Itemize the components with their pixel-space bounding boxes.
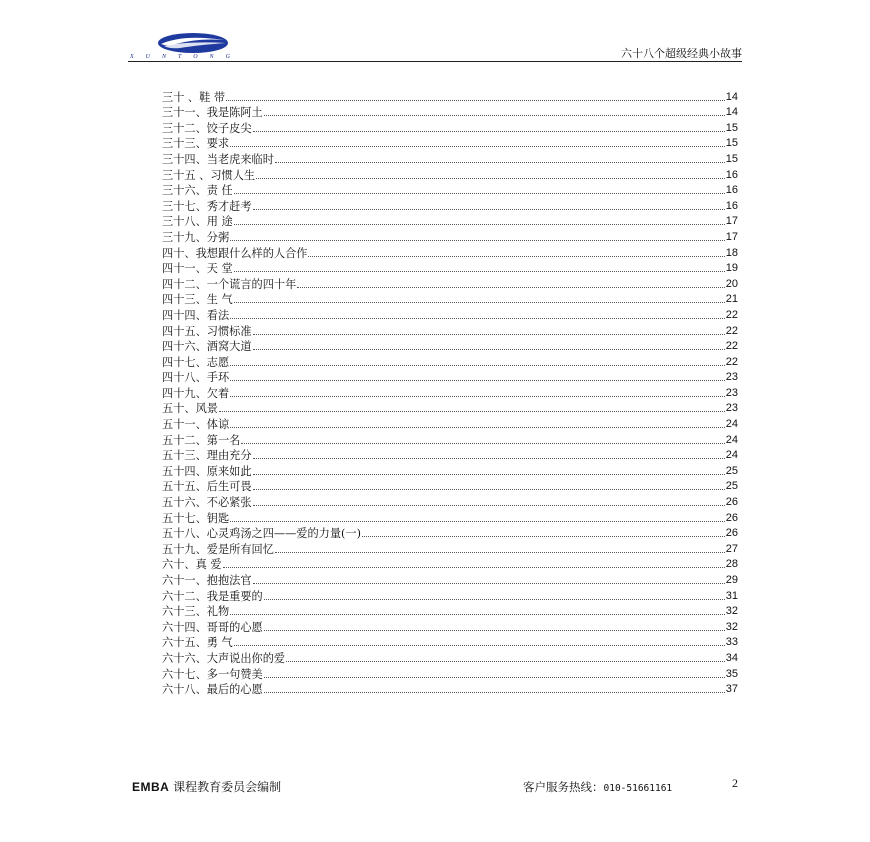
toc-entry[interactable] — [162, 431, 738, 447]
toc-entry-title: 欠着 — [206, 386, 230, 400]
toc-entry-title: 风景 — [195, 402, 218, 416]
toc-entry-number: 六十四、 — [162, 620, 207, 634]
toc-entry[interactable] — [162, 603, 738, 619]
toc-entry[interactable] — [162, 400, 738, 416]
toc-entry[interactable] — [162, 213, 738, 229]
toc-entry-page: 34 — [725, 651, 738, 664]
toc-entry[interactable] — [162, 228, 738, 244]
toc-entry[interactable] — [162, 353, 738, 369]
toc-dot-leader — [253, 131, 725, 132]
toc-entry-page: 23 — [725, 371, 738, 384]
toc-entry[interactable] — [162, 681, 738, 697]
toc-dot-leader — [241, 443, 724, 444]
toc-entry-title: 礼物 — [206, 605, 230, 619]
toc-entry-number: 六十一、 — [162, 574, 207, 587]
toc-entry-title: 秀才赶考 — [206, 199, 252, 213]
toc-entry[interactable] — [162, 525, 738, 541]
toc-entry-page: 17 — [725, 230, 738, 243]
toc-entry-page: 14 — [725, 106, 738, 119]
toc-dot-leader — [234, 302, 725, 303]
document-title: 六十八个超级经典小故事 — [621, 47, 742, 60]
toc-dot-leader — [253, 458, 725, 459]
toc-dot-leader — [230, 396, 725, 397]
toc-entry[interactable] — [162, 587, 738, 603]
xuntong-swoosh-icon — [128, 30, 258, 56]
toc-entry-number: 四十四、 — [162, 308, 207, 322]
toc-dot-leader — [234, 645, 725, 646]
toc-entry-title: 我是陈阿土 — [206, 106, 263, 120]
toc-dot-leader — [297, 287, 724, 288]
toc-entry-number: 四十九、 — [162, 386, 207, 400]
toc-dot-leader — [264, 599, 725, 600]
toc-entry-title: 不必紧张 — [206, 496, 252, 510]
toc-entry-title: 当老虎来临时 — [206, 152, 274, 166]
toc-entry-number: 六十三、 — [162, 605, 207, 619]
toc-dot-leader — [253, 349, 725, 350]
toc-entry-title: 饺子皮尖 — [206, 121, 252, 135]
toc-entry-page: 31 — [725, 589, 738, 602]
toc-dot-leader — [230, 318, 725, 319]
toc-entry-number: 四十八、 — [162, 371, 207, 385]
toc-entry-page: 37 — [725, 683, 738, 696]
toc-entry[interactable] — [162, 556, 738, 572]
toc-entry-page: 23 — [725, 386, 738, 399]
toc-dot-leader — [253, 505, 725, 506]
toc-entry-title: 钥匙 — [206, 511, 230, 525]
toc-dot-leader — [264, 115, 725, 116]
toc-entry-number: 三十一、 — [162, 106, 207, 120]
toc-dot-leader — [264, 677, 725, 678]
toc-entry[interactable] — [162, 135, 738, 151]
toc-dot-leader — [223, 567, 725, 568]
toc-entry-page: 33 — [725, 636, 738, 649]
toc-entry-number: 六十六、 — [162, 651, 207, 665]
toc-entry-title: 心灵鸡汤之四——爱的力量(一) — [206, 527, 361, 541]
toc-entry-page: 17 — [725, 215, 738, 228]
toc-dot-leader — [230, 380, 725, 381]
toc-entry-title: 后生可畏 — [206, 480, 252, 494]
toc-entry[interactable] — [162, 618, 738, 634]
toc-entry-page: 24 — [725, 418, 738, 431]
toc-dot-leader — [253, 583, 725, 584]
toc-dot-leader — [264, 692, 725, 693]
logo-wordmark: XUNTONG — [130, 54, 242, 60]
toc-dot-leader — [230, 146, 725, 147]
toc-dot-leader — [256, 178, 725, 179]
toc-entry-page: 24 — [725, 433, 738, 446]
footer-hotline — [523, 779, 672, 795]
toc-entry-number: 三十二、 — [162, 121, 207, 135]
toc-dot-leader — [230, 427, 725, 428]
toc-entry-page: 29 — [725, 574, 738, 586]
toc-entry-title: 勇 气 — [206, 636, 233, 650]
toc-entry-page: 26 — [725, 496, 738, 509]
toc-entry-title: 习惯人生 — [210, 168, 256, 182]
toc-entry[interactable] — [162, 493, 738, 509]
toc-entry-title: 一个谎言的四十年 — [206, 277, 297, 291]
toc-entry[interactable] — [162, 291, 738, 307]
toc-entry[interactable] — [162, 104, 738, 120]
toc-entry[interactable] — [162, 119, 738, 135]
toc-entry[interactable] — [162, 478, 738, 494]
toc-entry-page: 16 — [725, 168, 738, 181]
toc-entry-title: 多一句赞美 — [206, 667, 263, 681]
toc-entry-number: 三十 、 — [162, 90, 200, 104]
toc-entry-page: 21 — [725, 293, 738, 306]
toc-dot-leader — [219, 411, 725, 412]
toc-entry-page: 24 — [725, 449, 738, 462]
toc-dot-leader — [230, 365, 725, 366]
table-of-contents — [162, 88, 738, 696]
toc-entry-title: 原来如此 — [206, 464, 252, 478]
toc-dot-leader — [230, 521, 725, 522]
toc-entry[interactable] — [162, 384, 738, 400]
toc-entry[interactable] — [162, 634, 738, 650]
toc-entry-page: 15 — [725, 152, 738, 165]
toc-entry[interactable] — [162, 197, 738, 213]
toc-entry[interactable] — [162, 244, 738, 260]
toc-entry-number: 五十七、 — [162, 511, 207, 525]
toc-entry-number: 四十三、 — [162, 293, 207, 307]
footer-brand: EMBA — [132, 780, 170, 794]
toc-entry-number: 四十二、 — [162, 277, 207, 291]
toc-entry-number: 四十一、 — [162, 262, 207, 276]
footer-publisher-text: 课程教育委员会编制 — [173, 780, 282, 794]
toc-entry-title: 天 堂 — [206, 262, 233, 276]
toc-entry[interactable] — [162, 260, 738, 276]
toc-entry-number: 三十四、 — [162, 152, 207, 166]
toc-entry-page: 27 — [725, 542, 738, 555]
toc-entry-page: 26 — [725, 511, 738, 524]
toc-entry[interactable] — [162, 338, 738, 354]
toc-entry[interactable] — [162, 462, 738, 478]
toc-entry-title: 手环 — [206, 371, 230, 385]
toc-entry-page: 15 — [725, 121, 738, 134]
toc-entry[interactable] — [162, 540, 738, 556]
hotline-number: 010-51661161 — [603, 783, 673, 794]
toc-entry-page: 25 — [725, 464, 738, 477]
toc-entry-title: 最后的心愿 — [206, 683, 263, 697]
toc-entry-page: 32 — [725, 620, 738, 633]
toc-dot-leader — [253, 489, 725, 490]
toc-entry-number: 五十、 — [162, 402, 196, 416]
toc-entry-title: 责 任 — [206, 184, 233, 198]
toc-entry-number: 六十八、 — [162, 683, 207, 697]
toc-entry[interactable] — [162, 571, 738, 587]
toc-entry-number: 六十、 — [162, 558, 196, 572]
toc-entry-number: 五十九、 — [162, 542, 207, 556]
toc-entry-title: 习惯标准 — [206, 324, 252, 338]
toc-entry-number: 三十六、 — [162, 184, 207, 198]
toc-entry-page: 35 — [725, 667, 738, 680]
toc-entry-number: 三十三、 — [162, 137, 207, 151]
toc-entry-title: 鞋 带 — [199, 90, 226, 104]
toc-entry-page: 22 — [725, 308, 738, 321]
toc-dot-leader — [308, 256, 724, 257]
toc-entry-title: 志愿 — [206, 355, 230, 369]
toc-entry[interactable] — [162, 415, 738, 431]
toc-entry-page: 26 — [725, 527, 738, 540]
toc-entry-title: 大声说出你的爱 — [206, 651, 286, 665]
toc-dot-leader — [230, 240, 725, 241]
toc-entry-page: 28 — [725, 558, 738, 571]
toc-entry-page: 32 — [725, 605, 738, 618]
header-divider — [128, 61, 742, 62]
toc-entry-page: 25 — [725, 480, 738, 493]
toc-entry-page: 22 — [725, 324, 738, 337]
toc-entry-number: 五十三、 — [162, 449, 207, 463]
toc-entry-title: 爱是所有回忆 — [206, 542, 274, 556]
toc-entry-title: 酒窝大道 — [206, 340, 252, 354]
toc-entry-page: 14 — [725, 90, 738, 103]
toc-dot-leader — [234, 193, 725, 194]
toc-entry-page: 18 — [725, 246, 738, 259]
toc-entry-page: 23 — [725, 402, 738, 415]
toc-entry-title: 体谅 — [206, 418, 230, 432]
toc-entry-title: 我是重要的 — [206, 589, 263, 603]
toc-entry-page: 16 — [725, 199, 738, 212]
toc-entry-number: 四十、 — [162, 246, 196, 260]
toc-entry-number: 三十七、 — [162, 199, 207, 213]
toc-entry[interactable] — [162, 649, 738, 665]
toc-entry[interactable] — [162, 322, 738, 338]
toc-entry-title: 分粥 — [206, 230, 230, 244]
toc-entry-number: 四十六、 — [162, 340, 207, 354]
hotline-label: 客户服务热线： — [523, 780, 604, 794]
toc-dot-leader — [230, 614, 725, 615]
toc-entry[interactable] — [162, 150, 738, 166]
toc-entry-number: 五十五、 — [162, 480, 207, 494]
toc-entry-title: 真 爱 — [195, 558, 222, 572]
toc-dot-leader — [226, 100, 725, 101]
toc-entry-page: 19 — [725, 262, 738, 275]
toc-entry[interactable] — [162, 88, 738, 104]
toc-dot-leader — [234, 224, 725, 225]
toc-entry-title: 第一名 — [206, 433, 241, 447]
toc-entry-title: 我想跟什么样的人合作 — [195, 246, 308, 260]
toc-entry-number: 六十七、 — [162, 667, 207, 681]
page-number: 2 — [732, 776, 738, 790]
toc-entry-page: 22 — [725, 340, 738, 353]
toc-entry-title: 理由充分 — [206, 449, 252, 463]
toc-entry-number: 五十一、 — [162, 418, 207, 432]
toc-entry-number: 三十八、 — [162, 215, 207, 229]
toc-entry-number: 四十五、 — [162, 324, 207, 338]
toc-entry[interactable] — [162, 509, 738, 525]
toc-entry-number: 五十六、 — [162, 496, 207, 510]
toc-entry[interactable] — [162, 306, 738, 322]
toc-entry[interactable] — [162, 369, 738, 385]
toc-entry-title: 用 途 — [206, 215, 233, 229]
footer-publisher — [132, 778, 281, 795]
toc-entry-title: 生 气 — [206, 293, 233, 307]
toc-dot-leader — [362, 536, 725, 537]
toc-entry-title: 抱抱法官 — [206, 574, 252, 587]
toc-entry-number: 三十九、 — [162, 230, 207, 244]
toc-entry-page: 15 — [725, 137, 738, 150]
toc-dot-leader — [275, 162, 725, 163]
toc-dot-leader — [253, 474, 725, 475]
toc-entry-number: 五十二、 — [162, 433, 207, 447]
toc-dot-leader — [234, 271, 725, 272]
toc-entry-number: 五十四、 — [162, 464, 207, 478]
toc-dot-leader — [275, 552, 725, 553]
toc-entry-number: 六十二、 — [162, 589, 207, 603]
toc-entry[interactable] — [162, 665, 738, 681]
toc-dot-leader — [264, 630, 725, 631]
toc-entry-page: 22 — [725, 355, 738, 368]
toc-dot-leader — [253, 209, 725, 210]
toc-entry-number: 三十五 、 — [162, 168, 211, 182]
toc-dot-leader — [286, 661, 725, 662]
toc-entry[interactable] — [162, 447, 738, 463]
toc-entry-number: 五十八、 — [162, 527, 207, 541]
toc-entry[interactable] — [162, 166, 738, 182]
toc-entry-title: 要求 — [206, 137, 230, 151]
toc-dot-leader — [253, 334, 725, 335]
toc-entry[interactable] — [162, 182, 738, 198]
toc-entry-page: 20 — [725, 277, 738, 290]
toc-entry-number: 四十七、 — [162, 355, 207, 369]
toc-entry-page: 16 — [725, 184, 738, 197]
toc-entry-number: 六十五、 — [162, 636, 207, 650]
toc-entry-title: 看法 — [206, 308, 230, 322]
toc-entry[interactable] — [162, 275, 738, 291]
toc-entry-title: 哥哥的心愿 — [206, 620, 263, 634]
